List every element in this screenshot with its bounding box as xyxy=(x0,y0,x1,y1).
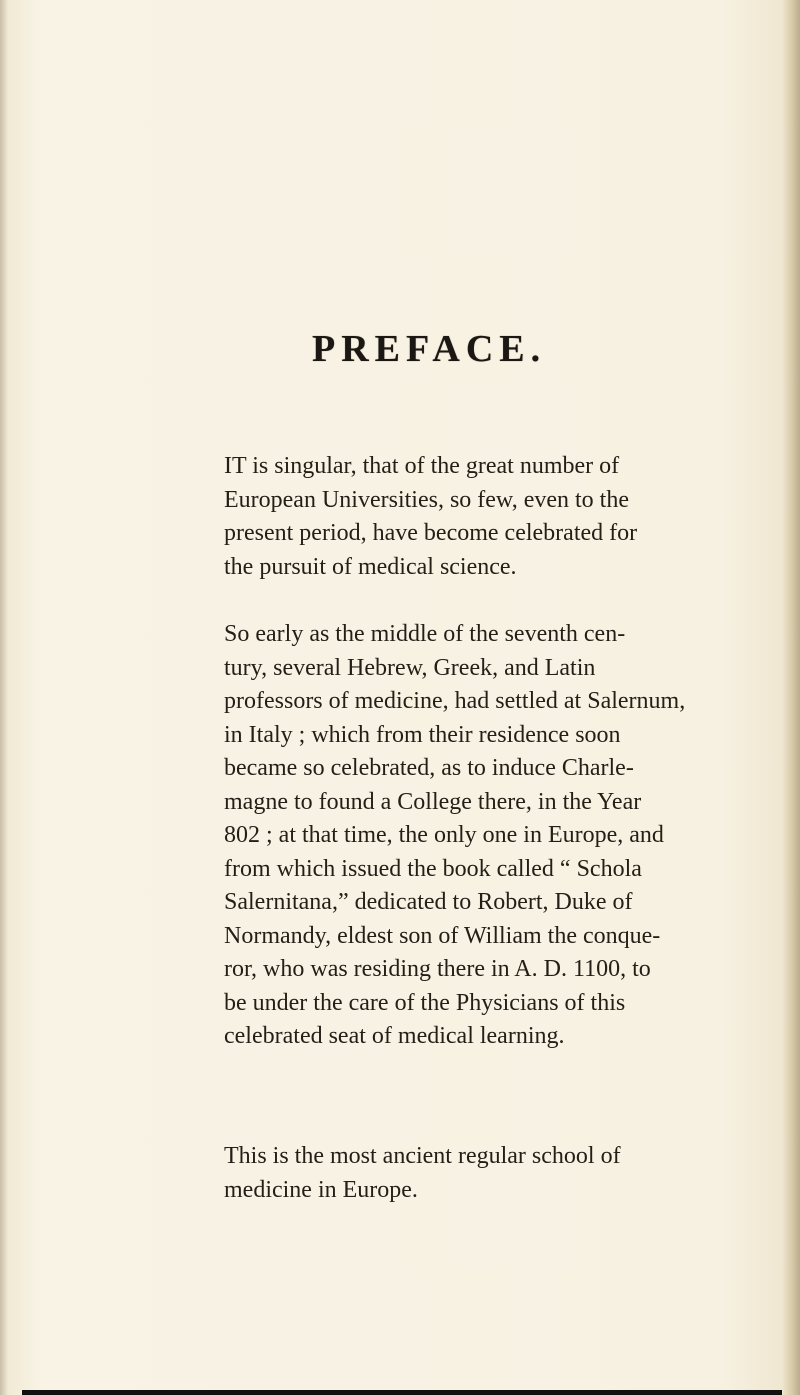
text-line: tury, several Hebrew, Greek, and Latin xyxy=(224,654,596,681)
left-page-edge xyxy=(0,0,8,1395)
text-line: from which issued the book called “ Schola xyxy=(224,855,642,882)
paragraph-body xyxy=(190,618,686,1054)
text-line: professors of medicine, had settled at Salernum, xyxy=(224,688,686,714)
text-line: celebrated seat of medical learning. xyxy=(224,1023,565,1049)
text-line: So early as the middle of the seventh cen- xyxy=(224,621,626,647)
text-line: This is the most ancient regular school of xyxy=(224,1143,621,1169)
paragraph-body xyxy=(190,1140,630,1207)
text-line: magne to found a College there, in the Year xyxy=(224,788,642,815)
text-line: Normandy, eldest son of William the conque- xyxy=(224,922,661,949)
paragraph-1 xyxy=(190,450,638,584)
page-title: PREFACE. xyxy=(312,328,547,370)
text-line: medicine in Europe. xyxy=(224,1176,418,1203)
text-line: present period, have become celebrated for xyxy=(224,520,638,546)
paragraph-body xyxy=(190,450,638,584)
text-line: became so celebrated, as to induce Charle- xyxy=(224,755,634,781)
text-line: European Universities, so few, even to the xyxy=(224,486,629,513)
text-line: 802 ; at that time, the only one in Europe, and xyxy=(224,822,664,848)
text-line: ror, who was residing there in A. D. 1100, to xyxy=(224,956,651,982)
paragraph-3 xyxy=(190,1140,630,1207)
bottom-rule xyxy=(22,1390,782,1395)
paragraph-2 xyxy=(190,618,686,1054)
text-line: the pursuit of medical science. xyxy=(224,553,517,580)
text-line: Salernitana,” dedicated to Robert, Duke of xyxy=(224,889,633,915)
right-page-edge xyxy=(782,0,800,1395)
text-line: in Italy ; which from their residence soon xyxy=(224,721,621,748)
text-line: be under the care of the Physicians of this xyxy=(224,989,626,1016)
text-line: IT is singular, that of the great number of xyxy=(224,453,620,479)
